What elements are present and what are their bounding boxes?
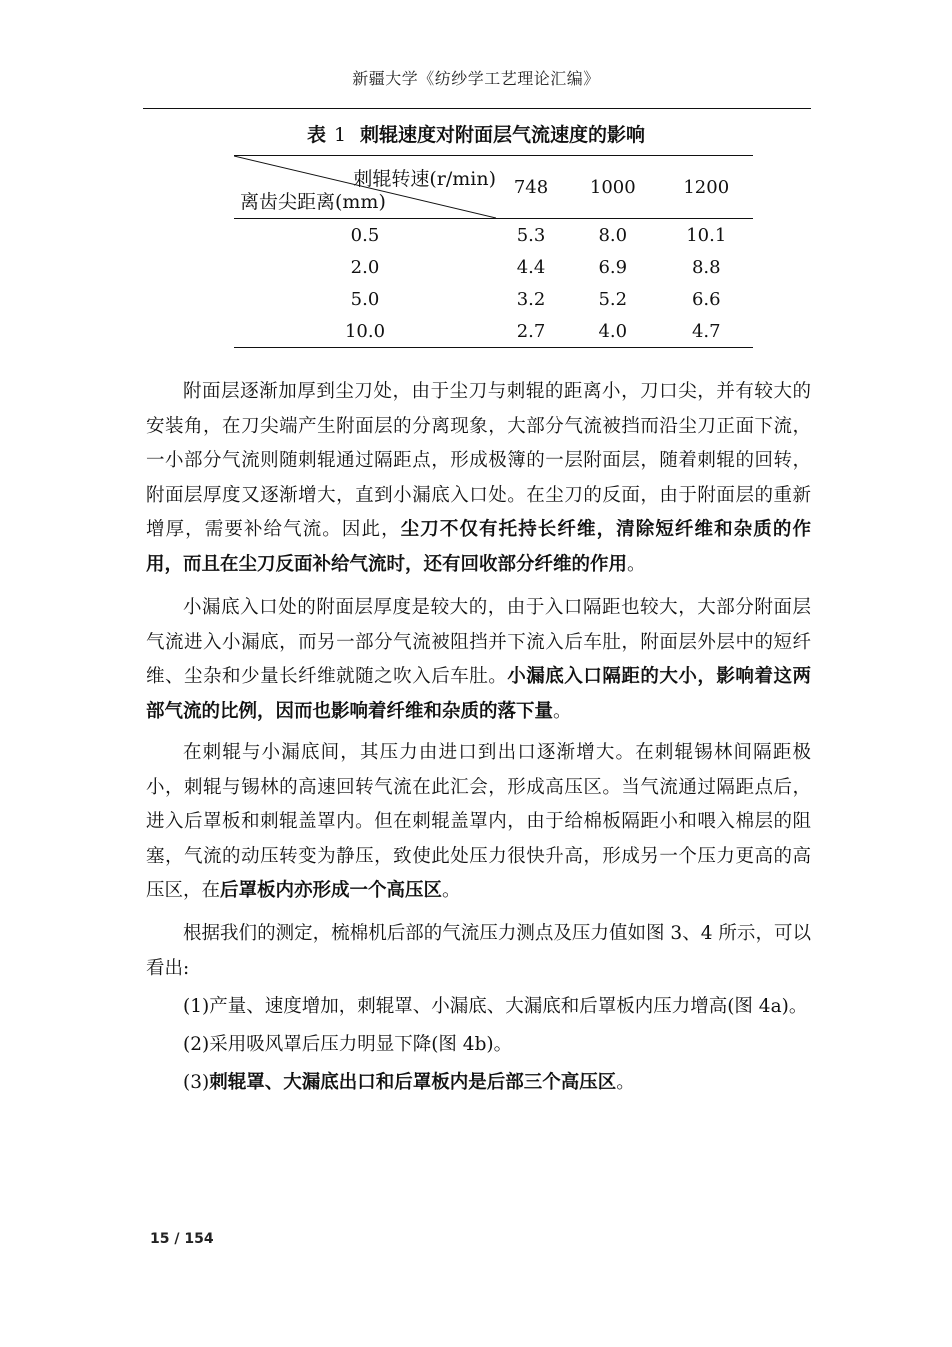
- list-item: (1)产量、速度增加，刺辊罩、小漏底、大漏底和后罩板内压力增高(图 4a)。: [183, 996, 808, 1017]
- paragraph-2-text: [146, 591, 811, 729]
- table-cell: 10.1: [686, 224, 727, 246]
- column-header: 1200: [660, 156, 753, 219]
- row-label: 10.0: [234, 315, 496, 348]
- page-header: 新疆大学《纺纱学工艺理论汇编》: [352, 69, 600, 88]
- header-rule: [143, 108, 811, 109]
- p1-bold: 尘刀不仅有托持长纤维，清除短纤维和杂质的作用，而且在尘刀反面补给气流时，还有回收部分纤维的作用: [146, 519, 811, 575]
- table-cell: 8.8: [691, 256, 721, 278]
- p3-bold: 后罩板内亦形成一个高压区: [220, 880, 443, 901]
- table-cell: 4.7: [660, 315, 753, 348]
- table-row: [234, 315, 753, 348]
- p1-end: 。: [627, 553, 646, 575]
- table-cell: 6.6: [691, 288, 721, 310]
- table-cell: 4.0: [566, 315, 659, 348]
- table-row: [234, 219, 753, 252]
- p2-text: 小漏底入口处的附面层厚度是较大的，由于入口隔距也较大，大部分附面层气流进入小漏底，而另一部分气流被阻挡并下流入后车肚，附面层外层中的短纤维、尘杂和少量长纤维就随之吹入后车肚。: [146, 597, 811, 687]
- table-row: [234, 251, 753, 283]
- corner-bottom-label: 离齿尖距离(mm): [240, 191, 386, 213]
- table-corner-cell: [234, 156, 496, 219]
- table-cell: 5.3: [516, 224, 546, 246]
- table-cell: 5.2: [598, 288, 628, 310]
- p2-end: 。: [553, 700, 572, 722]
- p3-text: 在刺辊与小漏底间，其压力由进口到出口逐渐增大。在刺辊锡林间隔距极小，刺辊与锡林的高速回转气流在此汇会，形成高压区。当气流通过隔距点后，进入后罩板和刺辊盖罩内。但在刺辊盖罩内，由于给棉板隔距小和喂入棉层的阻塞，气流的动压转变为静压，致使此处压力很快升高，形成另一个压力更高的高压区，在: [146, 742, 811, 901]
- p2-bold: 小漏底入口隔距的大小，影响着这两部气流的比例，因而也影响着纤维和杂质的落下量: [146, 666, 811, 722]
- findings-list: [146, 988, 811, 1102]
- p1-text: 附面层逐渐加厚到尘刀处，由于尘刀与刺辊的距离小，刀口尖，并有较大的安装角，在刀尖端产生附面层的分离现象，大部分气流被挡而沿尘刀正面下流，一小部分气流则随刺辊通过隔距点，形成极簿的一层附面层，随着刺辊的回转，附面层厚度又逐渐增大，直到小漏底入口处。在尘刀的反面，由于附面层的重新增厚，需要补给气流。因此，: [146, 381, 811, 540]
- paragraph-3-text: [146, 736, 811, 909]
- caption-text: 刺辊速度对附面层气流速度的影响: [360, 124, 646, 146]
- table-cell: 8.0: [598, 224, 628, 246]
- paragraph-2: [146, 591, 811, 729]
- table-cell: 4.4: [516, 256, 546, 278]
- table-cell: 6.9: [598, 256, 628, 278]
- paragraph-4-text: 根据我们的测定，梳棉机后部的气流压力测点及压力值如图 3、4 所示，可以看出:: [146, 923, 811, 979]
- table-caption: [0, 120, 952, 147]
- table-cell: 2.7: [496, 315, 566, 348]
- table-cell: 3.2: [516, 288, 546, 310]
- paragraph-1: [146, 375, 811, 582]
- paragraph-1-text: [146, 375, 811, 582]
- row-label: 2.0: [350, 256, 380, 278]
- paragraph-3: [146, 736, 811, 909]
- page-number: 15 / 154: [150, 1231, 214, 1247]
- table-row: [234, 283, 753, 315]
- caption-label: 表: [306, 124, 326, 146]
- item3-prefix: (3): [183, 1072, 210, 1093]
- item3-end: 。: [616, 1072, 635, 1093]
- row-label: 0.5: [350, 224, 380, 246]
- p3-end: 。: [442, 880, 461, 901]
- caption-number: 1: [333, 124, 347, 146]
- item3-bold: 刺辊罩、大漏底出口和后罩板内是后部三个高压区: [209, 1072, 617, 1093]
- column-header: 1000: [566, 156, 659, 219]
- list-item: [146, 1064, 811, 1102]
- list-item: (2)采用吸风罩后压力明显下降(图 4b)。: [183, 1034, 513, 1055]
- paragraph-4: [146, 917, 811, 986]
- table-header-row: [234, 156, 753, 219]
- data-table: [234, 155, 753, 348]
- corner-top-label: 刺辊转速(r/min): [353, 168, 496, 190]
- column-header: 748: [496, 156, 566, 219]
- row-label: 5.0: [350, 288, 380, 310]
